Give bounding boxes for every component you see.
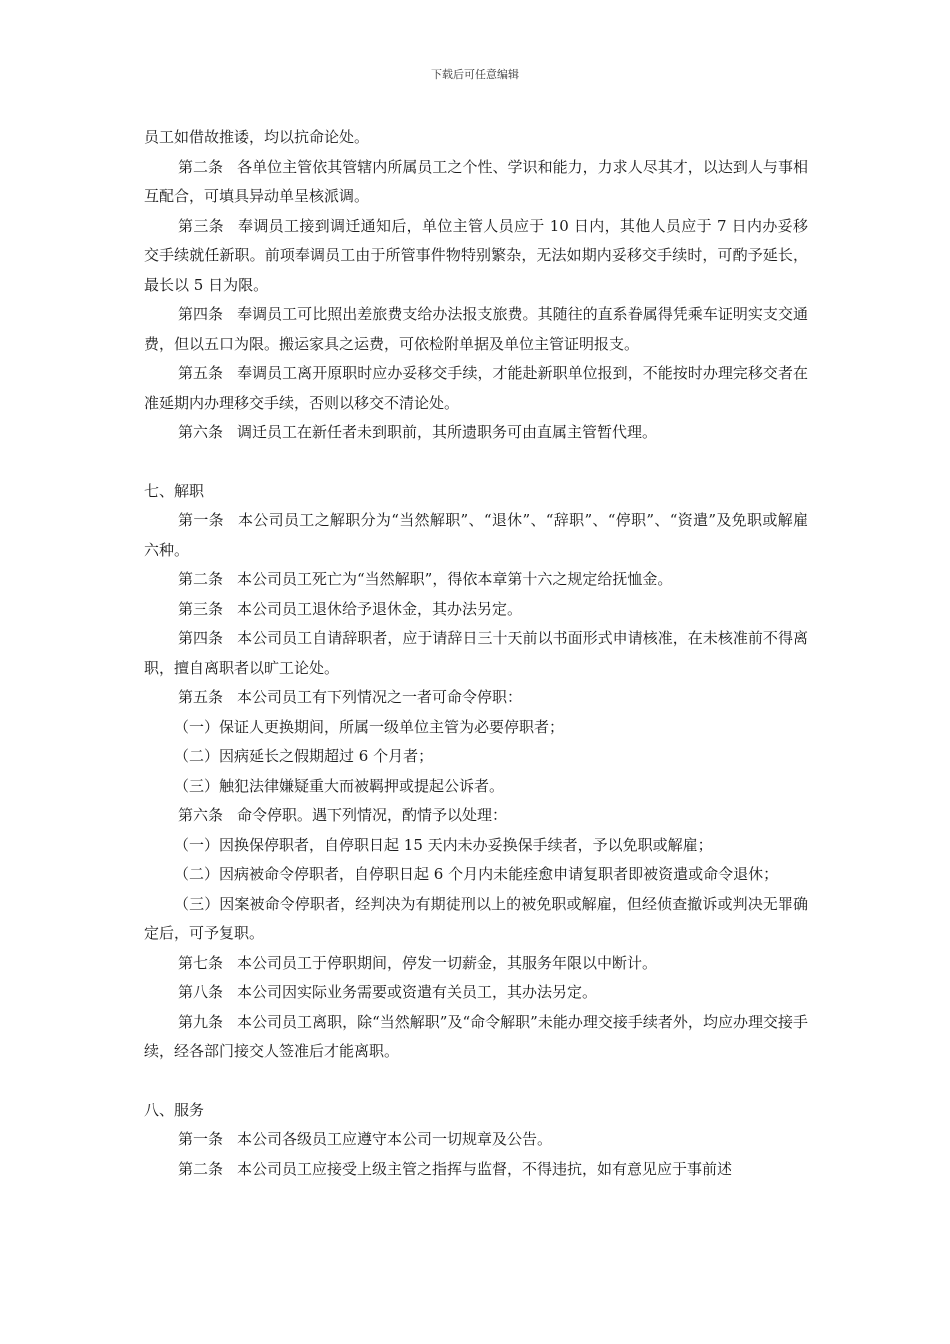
article-text: 本公司员工应接受上级主管之指挥与监督，不得违抗，如有意见应于事前述 — [237, 1159, 733, 1178]
article-label: 第二条 — [178, 1159, 224, 1178]
article-label: 第三条 — [178, 216, 224, 235]
article-paragraph — [144, 418, 808, 448]
article-paragraph — [144, 506, 808, 565]
article-paragraph — [144, 153, 808, 212]
article-label: 第一条 — [178, 1130, 224, 1148]
article-paragraph — [144, 801, 808, 831]
page-header: 下载后可任意编辑 — [431, 68, 519, 81]
paragraph-gap — [144, 448, 808, 477]
article-text: 奉调员工可比照出差旅费支给办法报支旅费。其随往的直系眷属得凭乘车证明实支交通费，但以五口为限。搬运家具之运费，可依检附单据及单位主管证明报支。 — [144, 305, 808, 353]
article-label: 第五条 — [178, 364, 224, 382]
article-text: 奉调员工接到调迁通知后，单位主管人员应于 10 日内，其他人员应于 7 日内办妥移交手续就任新职。前项奉调员工由于所管事件物特别繁杂，无法如期内妥移交手续时，可酌予延长，最长以 5 日为限。 — [144, 216, 808, 294]
article-text: 本公司员工自请辞职者，应于请辞日三十天前以书面形式申请核准，在未核准前不得离职，擅自离职者以旷工论处。 — [144, 629, 808, 677]
article-paragraph — [144, 595, 808, 625]
article-text: 本公司因实际业务需要或资遣有关员工，其办法另定。 — [237, 983, 598, 1001]
article-paragraph — [144, 1125, 808, 1155]
section-heading: 七、解职 — [144, 481, 205, 500]
article-label: 第八条 — [178, 983, 224, 1001]
article-label: 第二条 — [178, 570, 224, 588]
article-text: 本公司员工有下列情况之一者可命令停职： — [237, 688, 523, 706]
article-text: 命令停职。遇下列情况，酌情予以处理： — [237, 806, 508, 824]
article-text: 本公司各级员工应遵守本公司一切规章及公告。 — [237, 1130, 553, 1148]
article-label: 第四条 — [178, 305, 224, 323]
sub-item: （二）因病延长之假期超过 6 个月者； — [174, 747, 434, 765]
article-paragraph — [144, 624, 808, 683]
article-label: 第九条 — [178, 1012, 224, 1031]
article-paragraph — [144, 683, 808, 713]
article-label: 第七条 — [178, 953, 224, 972]
article-label: 第五条 — [178, 688, 224, 706]
article-paragraph — [144, 978, 808, 1008]
article-label: 第六条 — [178, 806, 224, 824]
article-text: 本公司员工于停职期间，停发一切薪金，其服务年限以中断计。 — [237, 953, 658, 972]
sub-item: （三）因案被命令停职者，经判决为有期徒刑以上的被免职或解雇，但经侦查撤诉或判决无罪确定后，可予复职。 — [144, 894, 808, 942]
article-paragraph — [144, 359, 808, 418]
sub-item: （二）因病被命令停职者，自停职日起 6 个月内未能痊愈申请复职者即被资遣或命令退休； — [174, 865, 779, 883]
article-label: 第二条 — [178, 157, 224, 176]
article-paragraph — [144, 949, 808, 979]
article-text: 本公司员工之解职分为“当然解职”、“退休”、“辞职”、“停职”、“资遣”及免职或解雇六种。 — [144, 511, 808, 559]
article-text: 本公司员工死亡为“当然解职”，得依本章第十六之规定给抚恤金。 — [237, 570, 673, 588]
article-text: 奉调员工离开原职时应办妥移交手续，才能赴新职单位报到，不能按时办理完移交者在准延期内办理移交手续，否则以移交不清论处。 — [144, 364, 808, 412]
article-text: 各单位主管依其管辖内所属员工之个性、学识和能力，力求人尽其才，以达到人与事相互配合，可填具异动单呈核派调。 — [144, 157, 808, 205]
article-paragraph — [144, 300, 808, 359]
sub-item: （一）因换保停职者，自停职日起 15 天内未办妥换保手续者，予以免职或解雇； — [174, 835, 713, 854]
article-text: 本公司员工退休给予退休金，其办法另定。 — [237, 599, 523, 618]
article-paragraph — [144, 565, 808, 595]
sub-item: （三）触犯法律嫌疑重大而被羁押或提起公诉者。 — [174, 776, 505, 795]
article-paragraph — [144, 212, 808, 301]
document-body — [144, 123, 808, 1184]
article-label: 第一条 — [178, 511, 224, 529]
paragraph: 员工如借故推诿，均以抗命论处。 — [144, 128, 370, 146]
article-label: 第六条 — [178, 423, 224, 441]
paragraph-gap — [144, 1067, 808, 1096]
article-text: 调迁员工在新任者未到职前，其所遗职务可由直属主管暂代理。 — [237, 423, 658, 441]
sub-item: （一）保证人更换期间，所属一级单位主管为必要停职者； — [174, 717, 565, 736]
article-paragraph — [144, 1155, 808, 1185]
section-heading: 八、服务 — [144, 1100, 205, 1119]
article-text: 本公司员工离职，除“当然解职”及“命令解职”未能办理交接手续者外，均应办理交接手续，经各部门接交人签准后才能离职。 — [144, 1012, 808, 1060]
article-label: 第三条 — [178, 599, 224, 618]
article-label: 第四条 — [178, 629, 224, 647]
article-paragraph — [144, 1008, 808, 1067]
